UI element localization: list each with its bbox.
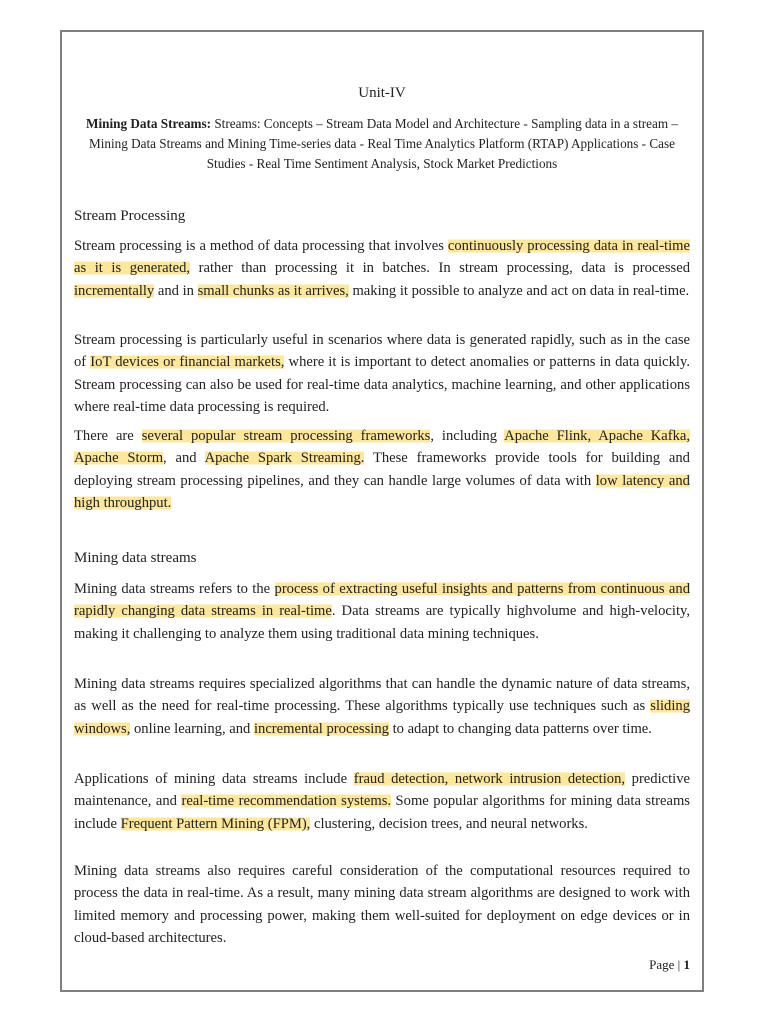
highlighted-text: continuously processing data in real-time as it is generated, [74,238,690,277]
paragraph [74,235,690,302]
paragraph [74,425,690,514]
syllabus [78,114,686,174]
text-run: Some popular algorithms for mining data streams include [74,793,690,832]
text-run: , including [430,428,505,444]
page-label: Page [649,957,675,972]
highlighted-text: Frequent Pattern Mining (FPM), [120,815,311,832]
unit-title: Unit-IV [358,85,406,101]
paragraph [74,860,690,949]
paragraph [74,768,690,835]
highlighted-text: real-time recommendation systems. [181,793,392,810]
section-heading-mining-data-streams: Mining data streams [74,550,197,566]
text-run: Stream processing is particularly useful in scenarios where data is generated rapidly, such as in the case of [74,332,690,371]
paragraph [74,329,690,418]
highlighted-text: Apache Flink, Apache Kafka, Apache Storm [74,428,691,467]
text-run: Mining data streams refers to the [74,581,275,597]
text-run: These frameworks provide tools for building and deploying stream processing pipelines, and they can handle large volumes of data with [74,450,690,489]
page-number: 1 [683,957,690,972]
text-run: to adapt to changing data patterns over time. [388,720,652,737]
highlighted-text: process of extracting useful insights and patterns from continuous and rapidly changing data streams in real-time [74,581,690,620]
page-separator: | [677,957,681,972]
highlighted-text: fraud detection, network intrusion detection, [353,771,626,787]
highlighted-text: Apache Spark Streaming. [204,450,365,467]
highlighted-text: incremental processing [253,720,389,737]
text-run: clustering, decision trees, and neural networks. [310,815,588,832]
text-run: Stream processing is a method of data processing that involves [74,238,448,254]
section-heading-stream-processing: Stream Processing [74,208,186,224]
text-run: making it possible to analyze and act on data in real-time. [348,282,690,299]
paragraph [74,673,690,740]
text-run: online learning, and [130,720,254,737]
text-run: Mining data streams also requires careful consideration of the computational resources required to process the data in real-time. As a result, many mining data stream algorithms are designed to work with limited memory and processing power, making them well-suited for deployment on edge devices or in cloud-based architectures. [74,863,690,946]
page-footer [649,957,690,973]
highlighted-text: IoT devices or financial markets, [90,354,285,371]
text-run: Mining data streams requires specialized algorithms that can handle the dynamic nature of data streams, as well as the need for real-time processing. These algorithms typically use techniques such as [74,676,690,715]
highlighted-text: small chunks as it arrives, [197,282,349,299]
syllabus-label: Mining Data Streams: [86,116,212,131]
text-run: and in [154,282,198,299]
syllabus-text: Streams: Concepts – Stream Data Model and Architecture - Sampling data in a stream – Mining Data Streams and Mining Time-series data - Real Time Analytics Platform (RTAP) Applications - Case Studies - Real Time Sentiment Analysis, Stock Market Predictions [88,116,678,171]
text-run: . Data streams are typically highvolume and high-velocity, making it challenging to analyze them using traditional data mining techniques. [74,603,690,642]
text-run: , and [163,450,205,467]
highlighted-text: several popular stream processing frameworks [141,428,431,444]
text-run: where it is important to detect anomalies or patterns in data quickly. Stream processing can also be used for real-time data analytics, machine learning, and other applications where real-time data processing is required. [74,354,690,415]
page-frame [60,30,704,992]
text-run: Applications of mining data streams include [74,771,354,787]
highlighted-text: low latency and high throughput. [74,472,690,511]
highlighted-text: incrementally [74,282,155,299]
text-run: rather than processing it in batches. In stream processing, data is processed [190,260,690,277]
text-run: There are [74,428,142,444]
text-run: predictive maintenance, and [74,771,690,810]
paragraph [74,578,690,645]
highlighted-text: sliding windows, [74,698,690,737]
